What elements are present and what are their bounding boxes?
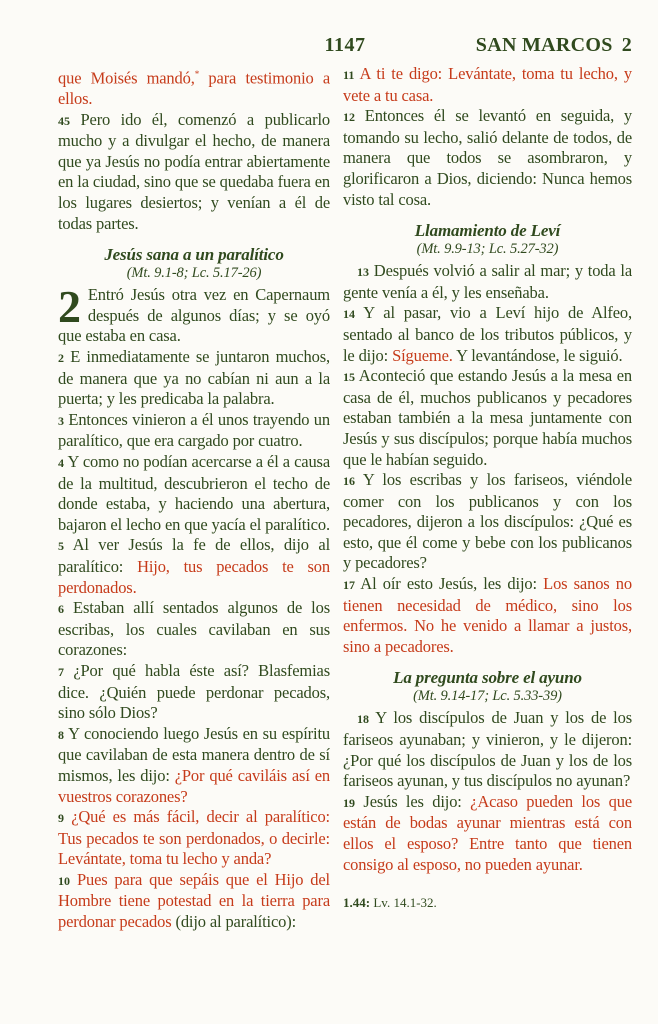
verse-paragraph (58, 64, 330, 110)
text-segment: Y conociendo luego Jesús en su espíritu que cavilaban de esta manera dentro de sí mismos, les dijo: (58, 723, 330, 785)
verse-number: 13 (357, 265, 369, 280)
verse-number: 8 (58, 727, 64, 742)
book-name: SAN MARCOS (475, 34, 613, 56)
verse-paragraph (343, 366, 632, 470)
red-letter-segment: que Moisés mandó, (58, 68, 195, 88)
verse-number: 4 (58, 456, 64, 470)
verse-number: 17 (343, 578, 355, 593)
verse-paragraph (343, 303, 632, 366)
page-number: 1147 (324, 34, 366, 56)
section-title: La pregunta sobre el ayuno (393, 668, 582, 688)
section-reference: (Mt. 9.9-13; Lc. 5.27-32) (416, 241, 559, 258)
verse-paragraph (58, 110, 330, 235)
red-letter-segment: A ti te digo: Levántate, toma tu lecho, y vete a tu casa. (343, 64, 632, 105)
text-segment: Aconteció que estando Jesús a la mesa en casa de él, muchos publicanos y pecadores estaban también a la mesa juntamente con Jesús y sus discípulos; porque había muchos que le habían seguido. (343, 366, 632, 469)
red-letter-segment: para testimonio a ellos. (58, 68, 330, 109)
verse-number: 11 (343, 68, 355, 82)
column-left (58, 64, 330, 933)
red-letter-segment: * (194, 69, 200, 79)
verse-paragraph (343, 106, 632, 210)
verse-paragraph (58, 347, 330, 410)
verse-paragraph (58, 807, 330, 870)
section-reference: (Mt. 9.14-17; Lc. 5.33-39) (413, 688, 562, 705)
book-title (476, 34, 632, 57)
text-segment: Estaban allí sentados algunos de los escribas, los cuales cavilaban en sus corazones: (58, 598, 330, 660)
red-letter-segment: Los sanos no tienen necesidad de médico, sino los enfermos. No he venido a llamar a justos, sino a pecadores. (343, 574, 632, 656)
two-column-text (58, 64, 632, 933)
column-right (343, 64, 632, 933)
verse-number: 10 (58, 873, 70, 888)
section-heading (343, 668, 632, 705)
text-segment: Al ver Jesús la fe de ellos, dijo al paralítico: (58, 535, 330, 576)
footnote (343, 895, 632, 911)
verse-number: 6 (58, 602, 64, 617)
verse-paragraph (343, 574, 632, 657)
verse-paragraph (58, 452, 330, 535)
verse-paragraph (343, 708, 632, 791)
chapter-number-header: 2 (621, 34, 632, 56)
red-letter-segment: Pues para que sepáis que el Hijo del Hombre tiene potestad en la tierra para perdonar pecados (58, 869, 330, 932)
text-segment: Después volvió a salir al mar; y toda la gente venía a él, y les enseñaba. (343, 261, 632, 302)
verse-number: 18 (357, 712, 369, 727)
text-segment: (dijo al paralítico): (175, 912, 297, 932)
text-segment: Entonces él se levantó en seguida, y tomando su lecho, salió delante de todos, de manera que todos se asombraron, y glorificaron a Dios, diciendo: Nunca hemos visto tal cosa. (343, 106, 632, 209)
chapter-opening (58, 281, 330, 347)
verse-number: 14 (343, 307, 355, 322)
verse-number: 16 (343, 474, 355, 489)
text-segment: Jesús les dijo: (355, 791, 471, 811)
text-segment: Y levantándose, le siguió. (452, 345, 623, 365)
red-letter-segment: ¿Por qué caviláis así en vuestros corazones? (58, 765, 330, 806)
verse-number: 3 (58, 413, 64, 428)
verse-paragraph (343, 64, 632, 106)
verse-paragraph (58, 661, 330, 724)
verse-paragraph (343, 261, 632, 303)
verse-paragraph (58, 535, 330, 598)
verse-paragraph (58, 410, 330, 452)
text-segment: Y al pasar, vio a Leví hijo de Alfeo, sentado al banco de los tributos públicos, y le dijo: (343, 303, 632, 365)
text-segment: Lv. 14.1-32. (370, 895, 437, 911)
red-letter-segment: ¿Acaso pueden los que están de bodas ayunar mientras está con ellos el esposo? Entre tanto que tienen consigo al esposo, no pueden ayunar. (343, 791, 632, 874)
verse-paragraph (58, 724, 330, 807)
chapter-drop-cap: 2 (58, 281, 81, 333)
text-segment (70, 870, 77, 889)
verse-number: 19 (343, 795, 355, 810)
text-segment: ¿Por qué habla éste así? Blasfemias dice. ¿Quién puede perdonar pecados, sino sólo Dios? (58, 660, 330, 723)
verse-number: 9 (58, 811, 64, 826)
text-segment: Entonces vinieron a él unos trayendo un paralítico, que era cargado por cuatro. (58, 409, 330, 451)
verse-paragraph (343, 470, 632, 574)
text-segment: E inmediatamente se juntaron muchos, de manera que ya no cabían ni aun a la puerta; y les predicaba la palabra. (58, 347, 330, 409)
section-reference: (Mt. 9.1-8; Lc. 5.17-26) (126, 265, 262, 282)
verse-number: 12 (343, 110, 355, 125)
red-letter-segment: Hijo, tus pecados te son perdonados. (58, 556, 330, 597)
text-segment: Y los discípulos de Juan y los de los fariseos ayunaban; y vinieron, y le dijeron: ¿Por qué los discípulos de Juan y los de los fariseos ayunan, y tus discípulos no ayunan? (343, 708, 632, 791)
verse-number: 5 (58, 539, 64, 554)
verse-paragraph (58, 598, 330, 661)
section-heading (58, 245, 330, 282)
verse-number: 7 (58, 664, 64, 679)
verse-number: 15 (343, 370, 355, 385)
page-header (58, 34, 632, 58)
text-segment: Pero ido él, comenzó a publicarlo mucho y a divulgar el hecho, de manera que ya Jesús no podía entrar abiertamente en la ciudad, sino que se quedaba fuera en los lugares desiertos; y venían a él de todas partes. (58, 109, 330, 233)
red-letter-segment: ¿Qué es más fácil, decir al paralítico: Tus pecados te son perdonados, o decirle: Levántate, toma tu lecho y anda? (58, 807, 330, 869)
verse-paragraph (343, 792, 632, 875)
red-letter-segment: Sígueme. (392, 345, 453, 365)
verse-number: 2 (58, 351, 64, 366)
verse-number: 45 (58, 113, 70, 128)
text-segment: Entró Jesús otra vez en Capernaum después de algunos días; y se oyó que estaba en casa. (58, 285, 330, 346)
verse-paragraph (58, 870, 330, 933)
section-title: Llamamiento de Leví (414, 221, 561, 241)
text-segment: 1.44: (343, 895, 371, 911)
section-title: Jesús sana a un paralítico (104, 245, 284, 265)
text-segment: Al oír esto Jesús, les dijo: (355, 574, 544, 594)
section-heading (343, 221, 632, 258)
text-segment: Y los escribas y los fariseos, viéndole comer con los publicanos y con los pecadores, dijeron a los discípulos: ¿Qué es esto, que él come y bebe con los publicanos y pecadores? (343, 470, 632, 573)
text-segment: Y como no podían acercarse a él a causa de la multitud, descubrieron el techo de donde estaba, y haciendo una abertura, bajaron el lecho en que yacía el paralítico. (58, 452, 330, 534)
